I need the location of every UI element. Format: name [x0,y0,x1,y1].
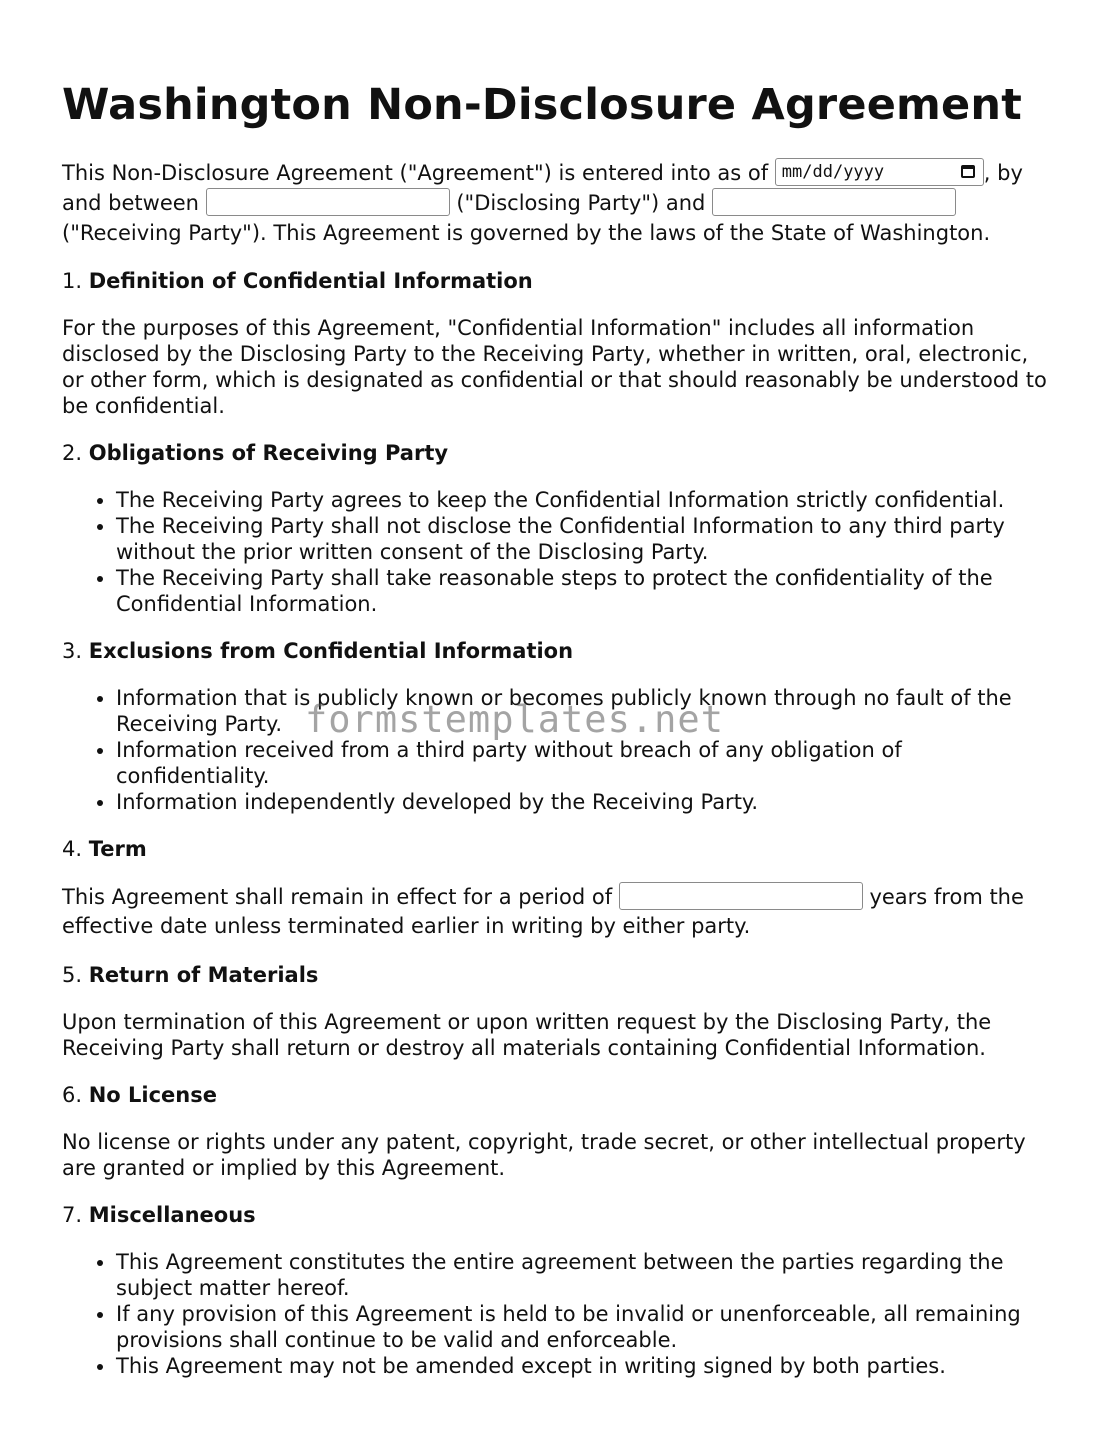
term-years-field[interactable] [619,882,863,910]
section-1-text: For the purposes of this Agreement, "Confidential Information" includes all information disclosed by the Disclosing Party to the Receiving Party, whether in written, oral, electronic, or other form, which is designated as confidential or that should reasonably be understood to be confidential. [62,316,1047,418]
section-3-heading [62,638,1052,664]
section-4-title: Term [88,837,147,861]
section-6-title: No License [88,1083,217,1107]
term-text-after: years from the effective date unless terminated earlier in writing by either party. [62,885,1024,938]
list-item: • The Receiving Party shall take reasonable steps to protect the confidentiality of the Confidential Information. [116,565,1052,617]
watermark: formstemplates.net [305,698,724,741]
section-3-number: 3. [62,639,89,663]
section-2-title: Obligations of Receiving Party [88,441,449,465]
section-6-heading [62,1082,1052,1108]
calendar-icon[interactable] [961,165,975,178]
section-6-text: No license or rights under any patent, copyright, trade secret, or other intellectual property are granted or implied by this Agreement. [62,1130,1026,1180]
list-item: • The Receiving Party agrees to keep the Confidential Information strictly confidential. [116,487,1052,513]
list-item: • This Agreement may not be amended except in writing signed by both parties. [116,1353,1052,1379]
term-text-before: This Agreement shall remain in effect for a period of [62,885,619,909]
section-1-title: Definition of Confidential Information [88,269,533,293]
section-6-number: 6. [62,1083,89,1107]
section-4-heading [62,836,1052,862]
list-item: • If any provision of this Agreement is held to be invalid or unenforceable, all remaining provisions shall continue to be valid and enforceable. [116,1301,1052,1353]
section-7-heading [62,1202,1052,1228]
section-4-number: 4. [62,837,89,861]
section-5-number: 5. [62,963,89,987]
section-4-text [62,883,1052,941]
section-5-title: Return of Materials [88,963,319,987]
section-2-heading [62,440,1052,466]
date-placeholder: mm/dd/yyyy [781,162,885,182]
section-1-number: 1. [62,269,89,293]
section-5-text: Upon termination of this Agreement or upon written request by the Disclosing Party, the Receiving Party shall return or destroy all materials containing Confidential Information. [62,1010,992,1060]
list-item: • The Receiving Party shall not disclose the Confidential Information to any third party without the prior written consent of the Disclosing Party. [116,513,1052,565]
section-7-title: Miscellaneous [88,1203,256,1227]
page-title: Washington Non-Disclosure Agreement [62,80,1022,130]
section-7-list [62,1249,1052,1379]
section-2-list [62,487,1052,617]
list-item: • Information independently developed by the Receiving Party. [116,789,1052,815]
intro-text-1: This Non-Disclosure Agreement ("Agreement") is entered into as of [62,161,775,185]
section-7-number: 7. [62,1203,89,1227]
section-2-number: 2. [62,441,89,465]
receiving-party-field[interactable] [712,188,956,216]
section-3-title: Exclusions from Confidential Information [88,639,574,663]
intro-text-2: , by and between [62,161,1023,215]
section-1-heading [62,268,1052,294]
list-item: • Information that is publicly known or becomes publicly known through no fault of the Receiving Party. [116,685,1052,737]
intro-paragraph [62,158,1052,248]
intro-text-4: ("Receiving Party"). This Agreement is governed by the laws of the State of Washington. [62,221,991,245]
disclosing-party-field[interactable] [206,188,450,216]
intro-text-3: ("Disclosing Party") and [449,191,713,215]
section-5-heading [62,962,1052,988]
effective-date-field[interactable] [775,158,984,186]
list-item: • This Agreement constitutes the entire agreement between the parties regarding the subject matter hereof. [116,1249,1052,1301]
list-item: • Information received from a third party without breach of any obligation of confidentiality. [116,737,1052,789]
